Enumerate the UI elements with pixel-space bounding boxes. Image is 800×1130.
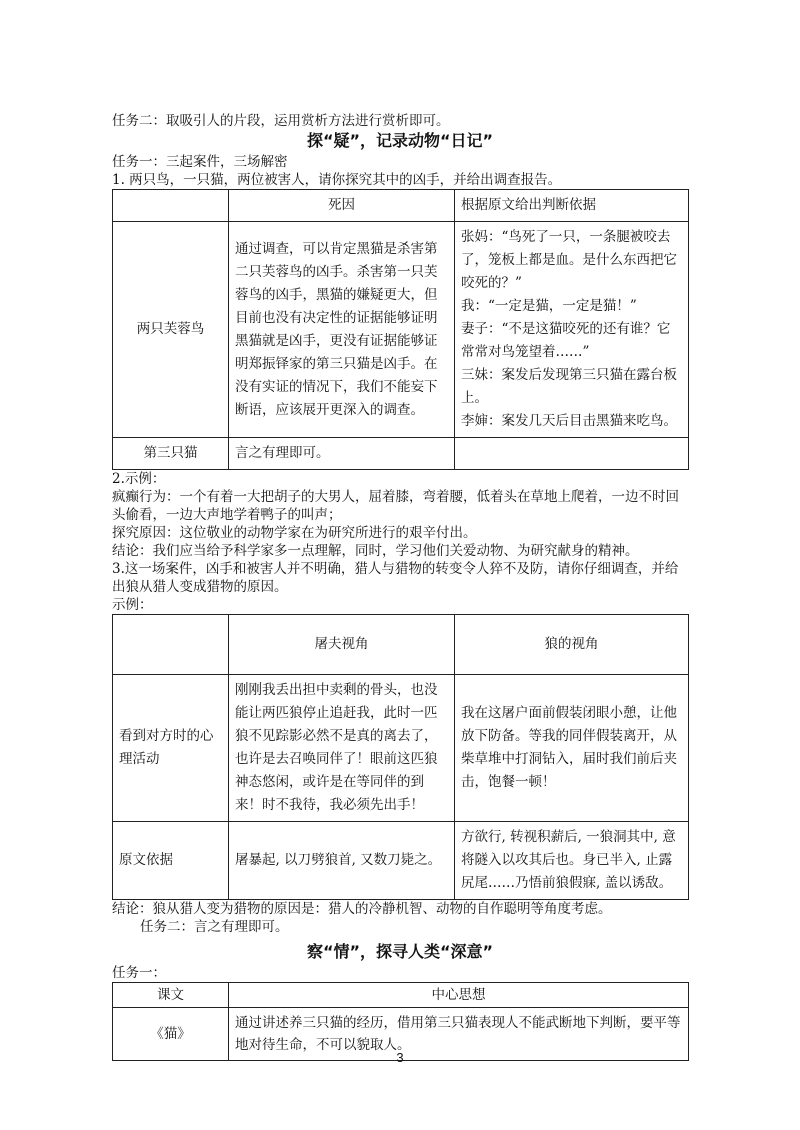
conclusion: 结论：狼从猎人变为猎物的原因是：猎人的冷静机智、动物的自作聪明等角度考虑。: [112, 901, 612, 917]
question-2-line: 疯癫行为：一个有着一大把胡子的大男人，屈着膝，弯着腰，低着头在草地上爬着，一边不时回头偷看，一边大声地学着鸭子的叫声；: [112, 489, 679, 523]
page-number: 3: [396, 1050, 404, 1065]
table-header-cell: [113, 615, 229, 675]
section1-title: 探“疑”，记录动物“日记”: [306, 131, 494, 150]
butcher-view-cell: 刚刚我丢出担中卖剩的骨头，也没能让两匹狼停止追赶我，此时一匹狼不见踪影必然不是真的离去了，也许是去召唤同伴了！眼前这匹狼神态悠闲，或许是在等同伴的到来！时不我待，我必须先出手！: [229, 675, 455, 822]
question-3-example: 示例：: [112, 597, 153, 613]
table-wolf-case: [112, 614, 689, 900]
evidence-cell: [455, 438, 689, 470]
evidence-cell: [455, 222, 689, 438]
table-header-row: [113, 190, 689, 222]
question-2-label: 2.示例：: [112, 471, 166, 487]
evidence-line: 我：“一定是猫，一定是猫！”: [461, 298, 637, 314]
table-header-cell: 课文: [113, 983, 229, 1008]
evidence-line: 妻子：“不是这猫咬死的还有谁？它常常对鸟笼望着……”: [461, 321, 671, 360]
question-1: 1. 两只鸟，一只猫，两位被害人，请你探究其中的凶手，并给出调查报告。: [112, 172, 562, 188]
wolf-view-cell: 我在这屠户面前假装闭眼小憩，让他放下防备。等我的同伴假装离开，从柴草堆中打洞钻入，届时我们前后夹击，饱餐一顿！: [455, 675, 689, 822]
row-label: 两只芙蓉鸟: [113, 222, 229, 438]
cause-cell: 言之有理即可。: [229, 438, 455, 470]
table-header-cell: [113, 190, 229, 222]
section2-title: 察“情”，探寻人类“深意”: [306, 942, 494, 961]
central-idea-cell: 通过讲述养三只猫的经历，借用第三只猫表现人不能武断地下判断，要平等地对待生命，不可以貌取人。: [229, 1008, 689, 1061]
document-page: [112, 112, 688, 1061]
row-label: 看到对方时的心理活动: [113, 675, 229, 822]
table-row: [113, 822, 689, 900]
task2-intro: 任务二：取吸引人的片段，运用赏析方法进行赏析即可。: [112, 113, 450, 129]
table-header-cell: 中心思想: [229, 983, 689, 1008]
question-2-line: 探究原因：这位敬业的动物学家在为研究所进行的艰辛付出。: [112, 525, 477, 541]
wolf-view-cell: 方欲行, 转视积薪后, 一狼洞其中, 意将隧入以攻其后也。身已半入, 止露尻尾……乃悟前狼假寐, 盖以诱敌。: [455, 822, 689, 900]
cause-cell: 通过调查，可以肯定黑猫是杀害第二只芙蓉鸟的凶手。杀害第一只芙蓉鸟的凶手，黑猫的嫌疑更大，但目前也没有决定性的证据能够证明黑猫就是凶手，更没有证据能够证明郑振铎家的第三只猫是凶手。在没有实证的情况下，我们不能妄下断语，应该展开更深入的调查。: [229, 222, 455, 438]
evidence-line: 三妹：案发后发现第三只猫在露台板上。: [461, 367, 677, 406]
evidence-line: 李婶：案发几天后目击黑猫来吃鸟。: [461, 413, 677, 429]
section1-task2: 任务二：言之有理即可。: [140, 919, 289, 935]
table-header-cell: 根据原文给出判断依据: [455, 190, 689, 222]
table-row: [113, 222, 689, 438]
question-3: 3.这一场案件，凶手和被害人并不明确，猎人与猎物的转变令人猝不及防，请你仔细调查，并给出狼从猎人变成猎物的原因。: [112, 561, 679, 595]
table-header-cell: 死因: [229, 190, 455, 222]
table-row: [113, 438, 689, 470]
evidence-line: 张妈：“鸟死了一只，一条腿被咬去了，笼板上都是血。是什么东西把它咬死的？”: [461, 229, 677, 291]
table-header-cell: 狼的视角: [455, 615, 689, 675]
text-title-cell: 《猫》: [113, 1008, 229, 1061]
table-header-row: [113, 615, 689, 675]
butcher-view-cell: 屠暴起, 以刀劈狼首, 又数刀毙之。: [229, 822, 455, 900]
table-header-cell: 屠夫视角: [229, 615, 455, 675]
row-label: 原文依据: [113, 822, 229, 900]
table-row: [113, 675, 689, 822]
table-case-birds: [112, 189, 689, 470]
question-2-line: 结论：我们应当给予科学家多一点理解，同时，学习他们关爱动物、为研究献身的精神。: [112, 543, 639, 559]
table-header-row: [113, 983, 689, 1008]
section2-task1-label: 任务一：: [112, 965, 166, 981]
section1-task1-label: 任务一：三起案件，三场解密: [112, 154, 288, 170]
row-label: 第三只猫: [113, 438, 229, 470]
